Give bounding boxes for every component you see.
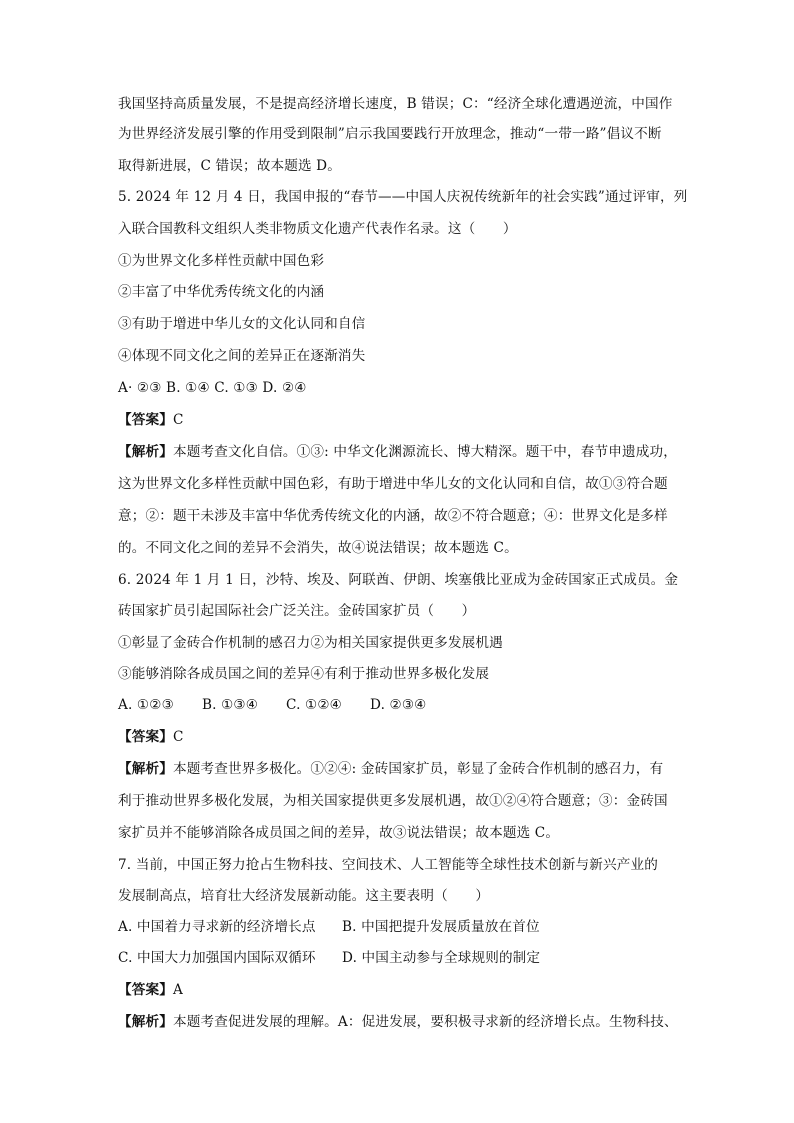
q6-analysis-line: 家扩员并不能够消除各成员国之间的差异，故③说法错误；故本题选 C。 xyxy=(118,825,560,841)
q5-analysis-line: 的。不同文化之间的差异不会消失，故④说法错误；故本题选 C。 xyxy=(118,540,518,556)
q6-option-a: A. ①②③ xyxy=(118,697,174,713)
analysis-text: 本题考查促进发展的理解。A：促进发展，要积极寻求新的经济增长点。生物科技、 xyxy=(172,1014,678,1030)
q5-stem-line: 入联合国教科文组织人类非物质文化遗产代表作名录。这（ ） xyxy=(118,221,517,237)
q5-analysis-line: 这为世界文化多样性贡献中国色彩，有助于增进中华儿女的文化认同和自信，故①③符合题 xyxy=(118,476,668,492)
q6-stem-line: 6. 2024 年 1 月 1 日，沙特、埃及、阿联酋、伊朗、埃塞俄比亚成为金砖国家正式成员。金 xyxy=(118,572,679,588)
analysis-label: 【解析】 xyxy=(118,761,173,777)
prev-analysis-line: 为世界经济发展引擎的作用受到限制”启示我国要践行开放理念，推动“一带一路”倡议不断 xyxy=(118,126,662,142)
q7-stem-line: 发展制高点，培育壮大经济发展新动能。这主要表明（ ） xyxy=(118,888,490,904)
q6-analysis-line: 利于推动世界多极化发展，为相关国家提供更多发展机遇，故①②④符合题意；③：金砖国 xyxy=(118,793,668,809)
q6-statement: ①彰显了金砖合作机制的感召力②为相关国家提供更多发展机遇 xyxy=(118,635,503,651)
q7-option-b: B. 中国把提升发展质量放在首位 xyxy=(342,919,540,935)
analysis-text: 本题考查文化自信。①③: 中华文化渊源流长、博大精深。题干中，春节申遗成功， xyxy=(172,444,677,460)
q5-statement: ①为世界文化多样性贡献中国色彩 xyxy=(118,253,325,269)
q7-analysis-line xyxy=(118,1012,678,1032)
answer-label: 【答案】 xyxy=(118,412,173,428)
q5-statement: ④体现不同文化之间的差异正在逐渐消失 xyxy=(118,348,366,364)
q6-analysis-line xyxy=(118,759,663,779)
q6-option-b: B. ①③④ xyxy=(202,697,259,713)
q7-options-row xyxy=(118,917,540,937)
q6-stem-line: 砖国家扩员引起国际社会广泛关注。金砖国家扩员（ ） xyxy=(118,603,476,619)
prev-analysis-line: 我国坚持高质量发展，不是提高经济增长速度，B 错误；C：“经济全球化遭遇逆流，中国作 xyxy=(118,96,673,112)
q7-option-a: A. 中国着力寻求新的经济增长点 xyxy=(118,919,316,935)
q5-stem-line: 5. 2024 年 12 月 4 日，我国申报的“春节——中国人庆祝传统新年的社会实践”通过评审，列 xyxy=(118,189,688,205)
q7-answer xyxy=(118,980,183,1000)
answer-value: A xyxy=(172,982,183,998)
q6-option-c: C. ①②④ xyxy=(286,697,343,713)
q5-answer xyxy=(118,410,184,430)
q6-answer xyxy=(118,727,184,747)
answer-label: 【答案】 xyxy=(118,729,173,745)
q5-options: A· ②③ B. ①④ C. ①③ D. ②④ xyxy=(118,380,307,396)
analysis-label: 【解析】 xyxy=(118,1014,173,1030)
q7-option-d: D. 中国主动参与全球规则的制定 xyxy=(342,950,541,966)
q5-statement: ②丰富了中华优秀传统文化的内涵 xyxy=(118,284,325,300)
q6-option-d: D. ②③④ xyxy=(370,697,427,713)
q5-analysis-line: 意；②：题干未涉及丰富中华优秀传统文化的内涵，故②不符合题意；④：世界文化是多样 xyxy=(118,508,668,524)
q7-option-c: C. 中国大力加强国内国际双循环 xyxy=(118,950,316,966)
prev-analysis-line: 取得新进展，C 错误；故本题选 D。 xyxy=(118,158,341,174)
answer-label: 【答案】 xyxy=(118,982,173,998)
q7-stem-line: 7. 当前，中国正努力抢占生物科技、空间技术、人工智能等全球性技术创新与新兴产业的 xyxy=(118,857,659,873)
analysis-label: 【解析】 xyxy=(118,444,173,460)
answer-value: C xyxy=(172,412,184,428)
analysis-text: 本题考查世界多极化。①②④: 金砖国家扩员，彰显了金砖合作机制的感召力，有 xyxy=(172,761,664,777)
q5-statement: ③有助于增进中华儿女的文化认同和自信 xyxy=(118,316,366,332)
answer-value: C xyxy=(172,729,184,745)
q6-statement: ③能够消除各成员国之间的差异④有利于推动世界多极化发展 xyxy=(118,666,490,682)
q5-analysis-line xyxy=(118,442,677,462)
q7-options-row xyxy=(118,948,540,968)
q6-options xyxy=(118,695,427,715)
